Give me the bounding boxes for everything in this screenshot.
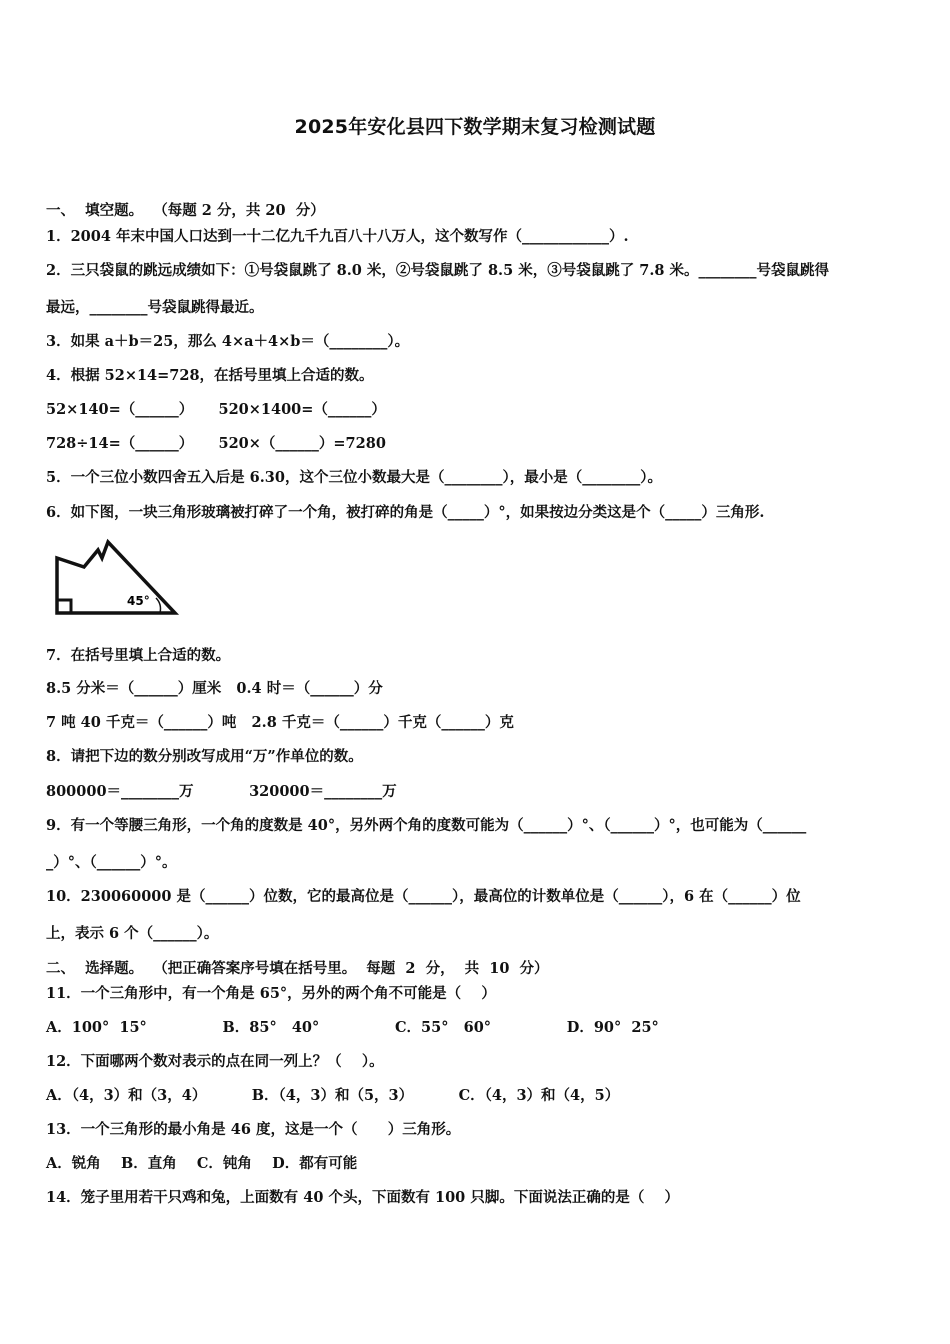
question-10-line-1: 10．230060000 是（______）位数，它的最高位是（______），最高位的计数单位是（______），6 在（______）位 bbox=[46, 888, 801, 905]
angle-label: 45° bbox=[127, 594, 150, 608]
question-7: 7．在括号里填上合适的数。 bbox=[46, 647, 231, 664]
page-title: 2025年安化县四下数学期末复习检测试题 bbox=[294, 116, 656, 138]
section-1-heading: 一、 填空题。 （每题 2 分，共 20 分） bbox=[46, 202, 325, 219]
question-9-line-2: _）°、（______）°。 bbox=[46, 854, 177, 871]
question-13-options: A．锐角 B．直角 C．钝角 D．都有可能 bbox=[46, 1155, 358, 1172]
question-9-line-1: 9．有一个等腰三角形，一个角的度数是 40°，另外两个角的度数可能为（______）°、（______）°，也可能为（______ bbox=[46, 817, 807, 834]
question-11-options: A．100° 15° B．85° 40° C．55° 60° D．90° 25° bbox=[46, 1019, 659, 1036]
question-11: 11．一个三角形中，有一个角是 65°，另外的两个角不可能是（ ） bbox=[46, 985, 496, 1002]
question-1: 1．2004 年末中国人口达到一十二亿九千九百八十八万人，这个数写作（____________）. bbox=[46, 228, 629, 245]
question-8-row: 800000＝________万 320000＝________万 bbox=[46, 783, 397, 800]
question-12-options: A．（4，3）和（3，4） B．（4，3）和（5，3） C．（4，3）和（4，5） bbox=[46, 1087, 620, 1104]
angle-arc bbox=[156, 598, 161, 613]
question-4-row-2: 728÷14=（______） 520×（______）=7280 bbox=[46, 435, 386, 452]
triangle-outline bbox=[57, 542, 175, 613]
question-14: 14．笼子里用若干只鸡和兔，上面数有 40 个头，下面数有 100 只脚。下面说法正确的是（ ） bbox=[46, 1189, 680, 1206]
question-10-line-2: 上，表示 6 个（______）。 bbox=[46, 925, 219, 942]
question-7-row-1: 8.5 分米＝（______）厘米 0.4 时＝（______）分 bbox=[46, 680, 383, 697]
question-4-row-1: 52×140=（______） 520×1400=（______） bbox=[46, 401, 386, 418]
section-2-heading: 二、 选择题。 （把正确答案序号填在括号里。 每题 2 分， 共 10 分） bbox=[46, 960, 549, 977]
question-7-row-2: 7 吨 40 千克＝（______）吨 2.8 千克＝（______）千克（______）克 bbox=[46, 714, 514, 731]
question-6: 6．如下图，一块三角形玻璃被打碎了一个角，被打碎的角是（_____）°，如果按边分类这是个（_____）三角形. bbox=[46, 504, 765, 521]
question-8: 8．请把下边的数分别改写成用“万”作单位的数。 bbox=[46, 748, 363, 765]
question-5: 5．一个三位小数四舍五入后是 6.30，这个三位小数最大是（________），最小是（________）。 bbox=[46, 469, 662, 486]
question-12: 12．下面哪两个数对表示的点在同一列上？（ ）。 bbox=[46, 1053, 384, 1070]
right-angle-mark bbox=[57, 600, 71, 613]
question-2-line-2: 最远，________号袋鼠跳得最近。 bbox=[46, 299, 264, 316]
question-3: 3．如果 a＋b＝25，那么 4×a＋4×b＝（________）。 bbox=[46, 333, 410, 350]
question-4: 4．根据 52×14=728，在括号里填上合适的数。 bbox=[46, 367, 374, 384]
question-2-line-1: 2．三只袋鼠的跳远成绩如下：①号袋鼠跳了 8.0 米，②号袋鼠跳了 8.5 米，③号袋鼠跳了 7.8 米。________号袋鼠跳得 bbox=[46, 262, 830, 279]
question-13: 13．一个三角形的最小角是 46 度，这是一个（ ）三角形。 bbox=[46, 1121, 461, 1138]
broken-triangle-figure bbox=[50, 536, 185, 621]
